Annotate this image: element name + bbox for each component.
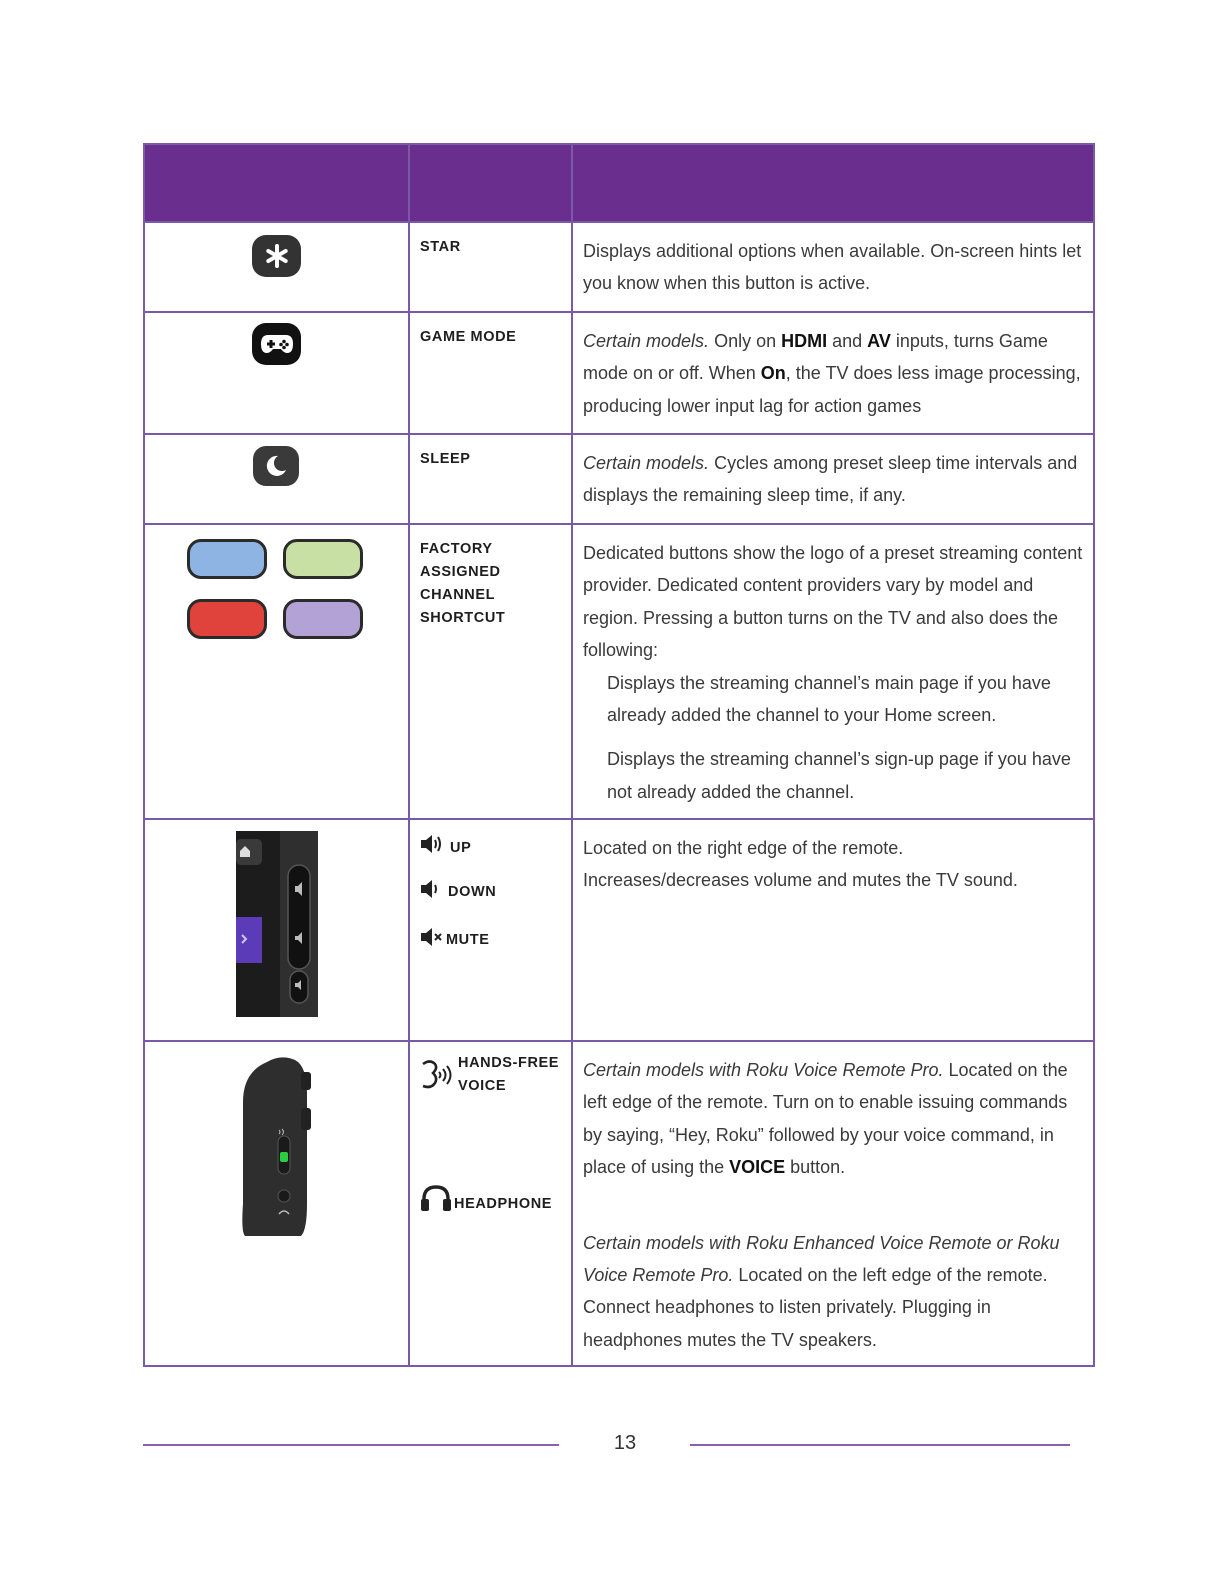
description-cell	[572, 1041, 1094, 1366]
button-label: GAME MODE	[420, 329, 517, 345]
volume-up-row	[420, 832, 561, 856]
label-line: ASSIGNED	[420, 564, 501, 580]
button-label: STAR	[420, 239, 461, 255]
footer-rule-left	[143, 1444, 559, 1446]
button-description	[573, 435, 1093, 512]
table-row	[144, 312, 1094, 434]
label-line: CHANNEL	[420, 587, 496, 603]
button-description	[573, 313, 1093, 422]
shortcut-button-red	[187, 599, 267, 639]
volume-down-row	[420, 878, 561, 900]
mute-label: MUTE	[446, 932, 490, 948]
label-cell	[409, 222, 572, 312]
headphone-icon	[420, 1184, 452, 1212]
desc-text: , the TV does less image processing, producing lower input lag for action games	[583, 363, 1081, 416]
desc-text: button.	[785, 1157, 846, 1178]
desc-italic: Certain models.	[583, 453, 710, 473]
image-cell	[144, 1041, 409, 1366]
remote-side-image	[239, 1054, 315, 1240]
description-cell	[572, 222, 1094, 312]
volume-labels	[410, 820, 571, 948]
desc-italic: Certain models.	[583, 331, 710, 351]
header-cell-image	[144, 144, 409, 222]
star-icon	[252, 235, 301, 277]
list-item: Displays the streaming channel’s main page if you have already added the channel to your Home screen.	[607, 672, 1051, 726]
label-cell	[409, 312, 572, 434]
desc-text: Located on the left edge of the remote. Turn on to enable issuing commands by saying, “Hey, Roku” followed by your voice command, in place of using the	[583, 1060, 1068, 1178]
shortcut-button-purple	[283, 599, 363, 639]
desc-line: Increases/decreases volume and mutes the TV sound.	[583, 870, 1018, 891]
label-line: VOICE	[458, 1078, 507, 1094]
mute-icon	[420, 926, 444, 948]
description-cell	[572, 524, 1094, 819]
hands-free-label	[458, 1052, 559, 1098]
desc-italic: Certain models with Roku Voice Remote Pro.	[583, 1060, 944, 1080]
desc-text: Cycles among preset sleep time intervals and displays the remaining sleep time, if any.	[583, 453, 1078, 506]
headphone-label: HEADPHONE	[454, 1196, 553, 1212]
hands-free-description	[583, 1054, 1083, 1184]
desc-bold: HDMI	[781, 331, 828, 351]
gamepad-icon	[252, 323, 301, 365]
button-label	[410, 525, 571, 630]
label-line: SHORTCUT	[420, 610, 506, 626]
label-line: HANDS-FREE	[458, 1055, 560, 1071]
side-labels	[410, 1042, 571, 1212]
desc-bold: On	[760, 363, 786, 384]
volume-up-icon	[420, 833, 444, 855]
table-row	[144, 434, 1094, 524]
desc-bold: VOICE	[729, 1157, 786, 1178]
header-cell-description	[572, 144, 1094, 222]
image-cell	[144, 524, 409, 819]
headphone-row	[420, 1184, 561, 1212]
image-cell	[144, 434, 409, 524]
desc-line: Located on the right edge of the remote.	[583, 838, 904, 858]
button-description: Displays additional options when available. On-screen hints let you know when this button is active.	[583, 241, 1082, 294]
footer-rule-right	[690, 1444, 1070, 1446]
shortcut-button-blue	[187, 539, 267, 579]
volume-down-icon	[420, 878, 440, 900]
mute-row	[420, 926, 561, 948]
label-cell	[409, 524, 572, 819]
desc-italic: Certain models with Roku Enhanced Voice Remote or Roku Voice Remote Pro.	[583, 1232, 1060, 1286]
volume-up-label: UP	[450, 840, 472, 856]
table-row	[144, 819, 1094, 1041]
shortcut-buttons	[187, 537, 367, 642]
table-row	[144, 524, 1094, 819]
button-description	[573, 1042, 1093, 1356]
table-row	[144, 1041, 1094, 1366]
page-number: 13	[613, 1432, 637, 1454]
description-cell	[572, 819, 1094, 1041]
description-cell	[572, 434, 1094, 524]
label-line: FACTORY	[420, 541, 493, 557]
volume-down-label: DOWN	[448, 884, 497, 900]
description-cell	[572, 312, 1094, 434]
label-cell	[409, 434, 572, 524]
image-cell	[144, 819, 409, 1041]
button-description	[573, 525, 1093, 808]
headphone-description	[583, 1227, 1083, 1357]
remote-volume-image	[236, 831, 318, 1017]
moon-icon	[253, 446, 299, 486]
desc-text: inputs, turns Game mode on or off. When	[583, 331, 1048, 384]
desc-text: Only on	[709, 331, 782, 351]
hands-free-voice-icon	[420, 1058, 458, 1096]
desc-text: Located on the left edge of the remote. Connect headphones to listen privately. Plugging in headphones mutes the TV speakers.	[583, 1265, 1048, 1350]
header-cell-button	[409, 144, 572, 222]
button-reference-table	[143, 143, 1095, 1367]
button-description	[573, 820, 1093, 897]
label-cell	[409, 1041, 572, 1366]
list-item: Displays the streaming channel’s sign-up page if you have not already added the channel.	[607, 749, 1071, 802]
table-row	[144, 222, 1094, 312]
desc-text: and	[827, 331, 868, 351]
image-cell	[144, 312, 409, 434]
label-cell	[409, 819, 572, 1041]
hands-free-row	[420, 1052, 561, 1098]
button-label: SLEEP	[420, 451, 471, 467]
image-cell	[144, 222, 409, 312]
table-header-row	[144, 144, 1094, 222]
desc-text: Dedicated buttons show the logo of a preset streaming content provider. Dedicated content providers vary by model and region. Pressing a button turns on the TV and also does the following:	[583, 543, 1083, 661]
desc-bold: AV	[867, 331, 891, 351]
shortcut-button-green	[283, 539, 363, 579]
